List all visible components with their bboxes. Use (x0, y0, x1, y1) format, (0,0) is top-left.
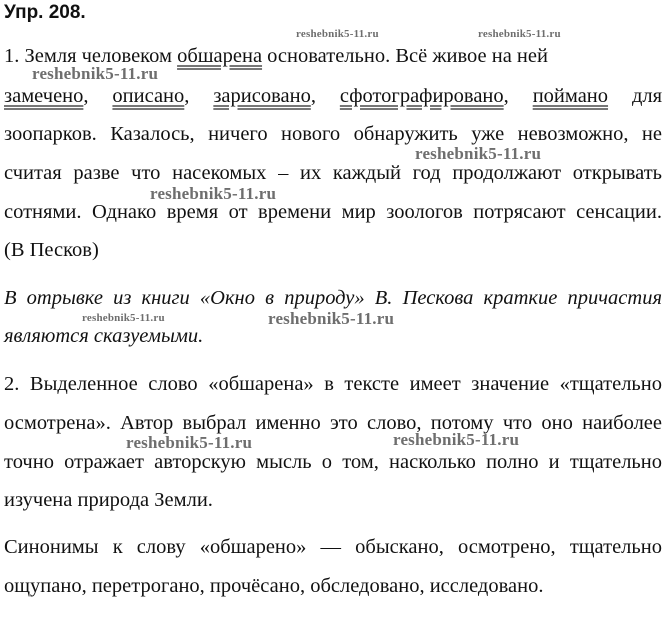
p1-line-2 (4, 86, 662, 107)
watermark: reshebnik5-11.ru (150, 184, 277, 203)
p1-line-2-tail: для (631, 85, 663, 107)
watermark: reshebnik5-11.ru (126, 433, 253, 452)
watermark: reshebnik5-11.ru (268, 309, 395, 328)
p3-line-1: Синонимы к слову «обшарено» — обыскано, осмотрено, тщательно (4, 536, 662, 558)
note-line-2: являются сказуемыми. (4, 325, 204, 347)
p1-line-5: сотнями. Однако время от времени мир зоологов потрясают сенсации. (4, 201, 662, 223)
p1-source: (В Песков) (4, 239, 99, 261)
p1-line-3: зоопарков. Казалось, ничего нового обнаружить уже невозможно, не (4, 123, 662, 145)
comma: , (184, 85, 190, 107)
p2-line-2: осмотрена». Автор выбрал именно это слово, потому что оно наиболее (4, 412, 662, 434)
p2-line-3: точно отражает авторскую мысль о том, насколько полно и тщательно (4, 451, 662, 473)
p1-line-1-end: основательно. Всё живое на ней (267, 45, 548, 67)
p3-line-2: ощупано, перетрогано, прочёсано, обследовано, исследовано. (4, 575, 544, 597)
comma: , (503, 85, 509, 107)
watermark: reshebnik5-11.ru (415, 144, 542, 163)
watermark: reshebnik5-11.ru (393, 430, 520, 449)
participle-poymano: поймано (532, 85, 609, 107)
exercise-title: Упр. 208. (4, 2, 86, 23)
watermark: reshebnik5-11.ru (296, 28, 379, 40)
p1-line-4: считая разве что насекомых – их каждый год продолжают открывать (4, 162, 662, 184)
p1-line-1-start: 1. Земля человеком (4, 45, 172, 67)
watermark: reshebnik5-11.ru (82, 312, 165, 324)
highlighted-word-obsharena: обшарена (177, 45, 263, 67)
watermark: reshebnik5-11.ru (32, 64, 159, 83)
p2-line-1: 2. Выделенное слово «обшарена» в тексте имеет значение «тщательно (4, 373, 662, 395)
participle-opisano: описано (112, 85, 185, 107)
comma: , (83, 85, 89, 107)
participle-sfotografirovano: сфотографировано (339, 85, 504, 107)
participle-zarisovano: зарисовано (213, 85, 311, 107)
comma: , (310, 85, 316, 107)
watermark: reshebnik5-11.ru (478, 28, 561, 40)
p2-line-4: изучена природа Земли. (4, 489, 213, 511)
participle-zamecheno: замечено (4, 85, 84, 107)
note-line-1: В отрывке из книги «Окно в природу» В. Пескова краткие причастия (4, 287, 662, 309)
